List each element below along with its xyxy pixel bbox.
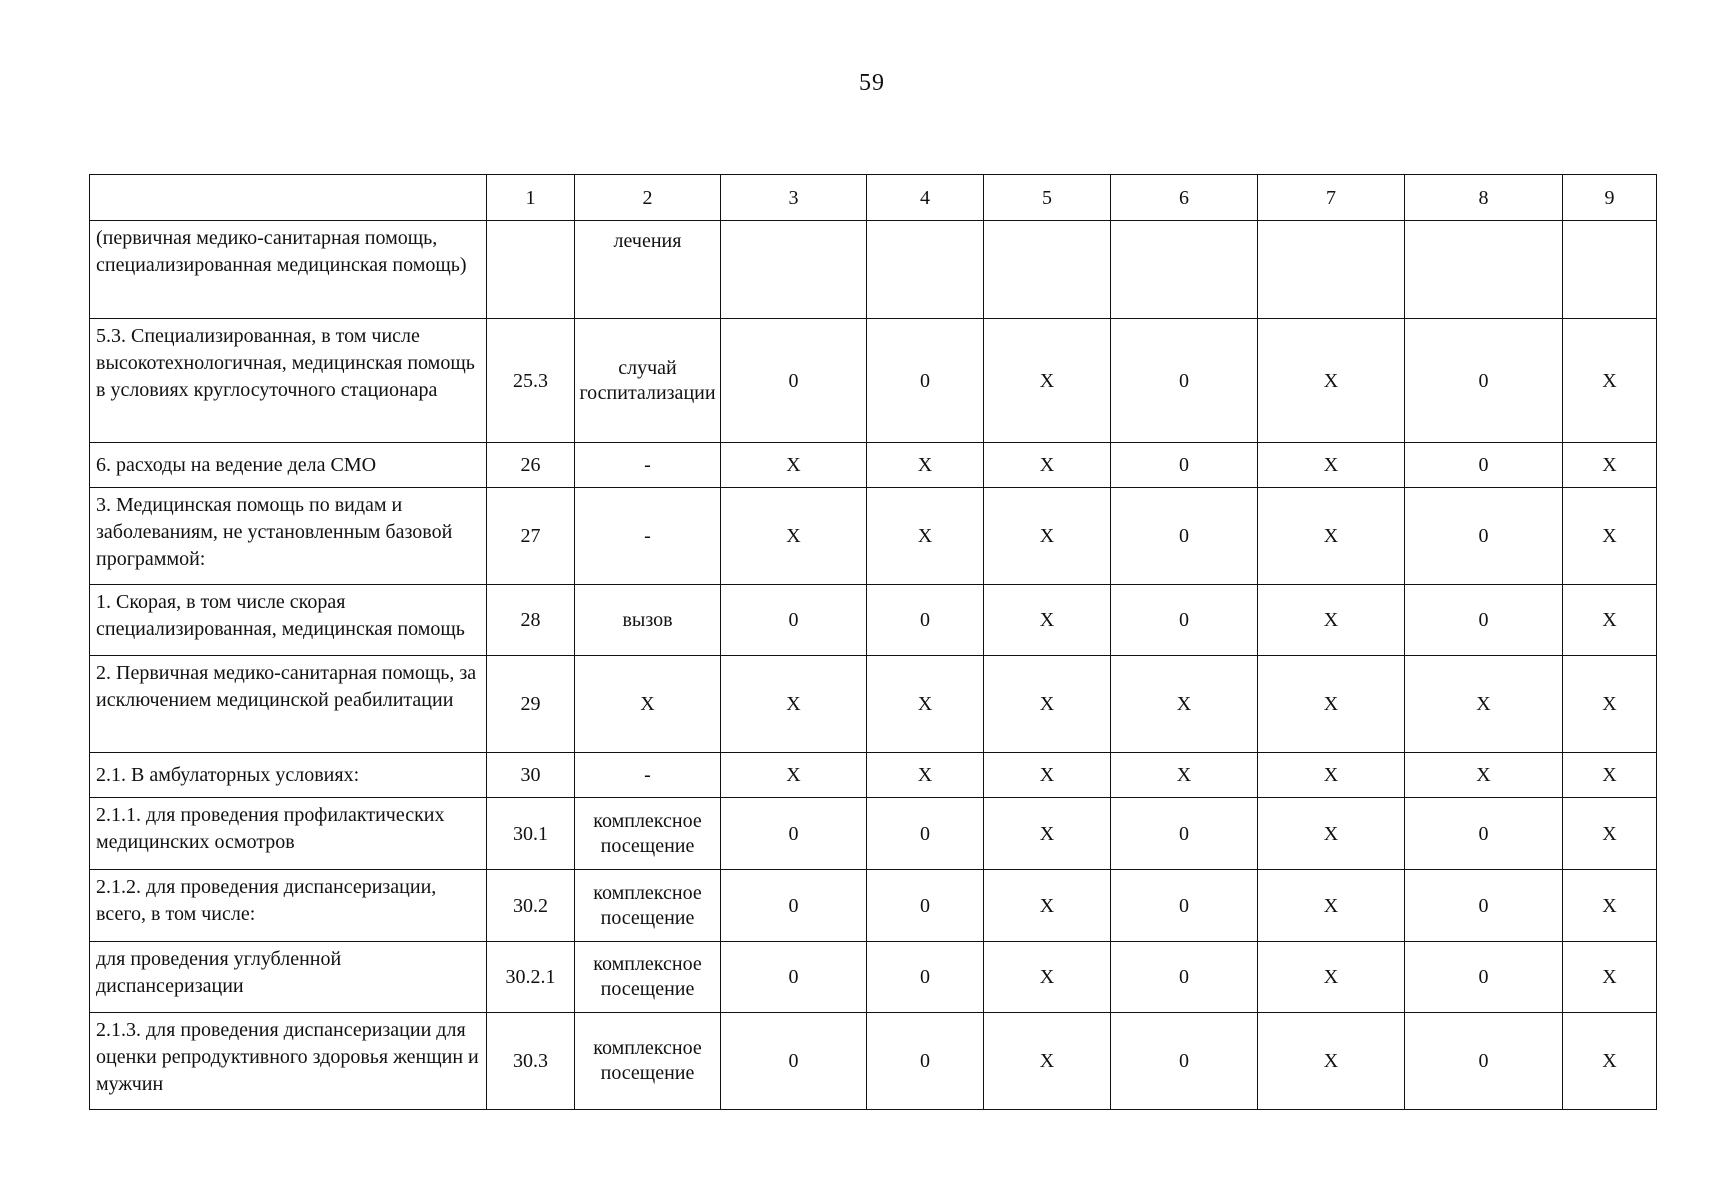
- row-value-cell: [1111, 221, 1258, 319]
- row-value-cell: 0: [867, 798, 984, 870]
- column-header-2: 2: [575, 175, 721, 221]
- table-row: [90, 942, 1657, 1013]
- row-value-cell: [984, 221, 1111, 319]
- row-value-cell: 0: [1405, 319, 1563, 443]
- row-value-cell: X: [1563, 798, 1657, 870]
- row-value-cell: X: [721, 488, 867, 585]
- row-value-cell: X: [1258, 942, 1405, 1013]
- row-code-cell: 30.2.1: [487, 942, 575, 1013]
- row-value-cell: 0: [1111, 319, 1258, 443]
- column-header-5: 5: [984, 175, 1111, 221]
- row-unit-cell: X: [575, 656, 721, 753]
- row-code-cell: 29: [487, 656, 575, 753]
- row-value-cell: 0: [867, 870, 984, 942]
- row-value-cell: 0: [721, 870, 867, 942]
- table-row: [90, 870, 1657, 942]
- row-code-cell: 26: [487, 443, 575, 488]
- row-value-cell: X: [1405, 753, 1563, 798]
- row-value-cell: 0: [1405, 585, 1563, 656]
- row-code-cell: 30.2: [487, 870, 575, 942]
- row-value-cell: 0: [1405, 488, 1563, 585]
- row-value-cell: 0: [1405, 1013, 1563, 1110]
- row-code-cell: 28: [487, 585, 575, 656]
- row-value-cell: X: [984, 870, 1111, 942]
- row-code-cell: 25.3: [487, 319, 575, 443]
- row-value-cell: X: [1563, 942, 1657, 1013]
- row-value-cell: X: [1258, 585, 1405, 656]
- row-name-cell: 2.1.2. для проведения диспансеризации, всего, в том числе:: [90, 870, 487, 942]
- row-unit-cell: -: [575, 753, 721, 798]
- row-unit-cell: -: [575, 443, 721, 488]
- row-value-cell: X: [1258, 1013, 1405, 1110]
- row-name-cell: для проведения углубленной диспансеризации: [90, 942, 487, 1013]
- row-unit-cell: комплексное посещение: [575, 870, 721, 942]
- row-value-cell: 0: [1405, 870, 1563, 942]
- row-value-cell: 0: [1111, 488, 1258, 585]
- row-value-cell: X: [721, 753, 867, 798]
- row-value-cell: X: [867, 656, 984, 753]
- row-value-cell: [1258, 221, 1405, 319]
- row-code-cell: 30: [487, 753, 575, 798]
- column-header-7: 7: [1258, 175, 1405, 221]
- column-header-6: 6: [1111, 175, 1258, 221]
- column-header-name: [90, 175, 487, 221]
- row-value-cell: X: [867, 753, 984, 798]
- row-value-cell: X: [1563, 319, 1657, 443]
- row-name-cell: 2.1.3. для проведения диспансеризации для оценки репродуктивного здоровья женщин и мужчин: [90, 1013, 487, 1110]
- row-unit-cell: комплексное посещение: [575, 1013, 721, 1110]
- column-header-4: 4: [867, 175, 984, 221]
- row-value-cell: X: [1258, 488, 1405, 585]
- row-unit-cell: случай госпитализации: [575, 319, 721, 443]
- row-value-cell: X: [984, 319, 1111, 443]
- row-name-cell: 6. расходы на ведение дела СМО: [90, 443, 487, 488]
- row-value-cell: X: [984, 443, 1111, 488]
- row-value-cell: X: [867, 488, 984, 585]
- data-table: [89, 174, 1657, 1110]
- row-value-cell: 0: [1111, 585, 1258, 656]
- row-value-cell: 0: [867, 942, 984, 1013]
- row-value-cell: 0: [867, 319, 984, 443]
- table-row: [90, 443, 1657, 488]
- table-row: [90, 319, 1657, 443]
- row-value-cell: X: [1111, 656, 1258, 753]
- row-value-cell: [867, 221, 984, 319]
- row-name-cell: 2.1. В амбулаторных условиях:: [90, 753, 487, 798]
- column-header-9: 9: [1563, 175, 1657, 221]
- row-value-cell: X: [1563, 1013, 1657, 1110]
- row-code-cell: 30.1: [487, 798, 575, 870]
- table-row: [90, 753, 1657, 798]
- row-value-cell: 0: [1111, 443, 1258, 488]
- page-number: 59: [859, 70, 885, 96]
- table-row: [90, 585, 1657, 656]
- row-value-cell: X: [721, 443, 867, 488]
- row-value-cell: [721, 221, 867, 319]
- row-value-cell: 0: [867, 585, 984, 656]
- row-unit-cell: комплексное посещение: [575, 942, 721, 1013]
- row-name-cell: 3. Медицинская помощь по видам и заболеваниям, не установленным базовой программой:: [90, 488, 487, 585]
- column-header-3: 3: [721, 175, 867, 221]
- row-code-cell: 30.3: [487, 1013, 575, 1110]
- row-name-cell: 2.1.1. для проведения профилактических медицинских осмотров: [90, 798, 487, 870]
- table-row: [90, 656, 1657, 753]
- column-header-8: 8: [1405, 175, 1563, 221]
- row-name-cell: 2. Первичная медико-санитарная помощь, за исключением медицинской реабилитации: [90, 656, 487, 753]
- row-value-cell: 0: [721, 942, 867, 1013]
- row-value-cell: X: [984, 753, 1111, 798]
- row-value-cell: X: [1563, 656, 1657, 753]
- row-value-cell: X: [984, 1013, 1111, 1110]
- row-value-cell: X: [1258, 798, 1405, 870]
- row-value-cell: 0: [1111, 1013, 1258, 1110]
- row-value-cell: 0: [721, 319, 867, 443]
- row-value-cell: X: [721, 656, 867, 753]
- row-code-cell: [487, 221, 575, 319]
- row-value-cell: 0: [1111, 870, 1258, 942]
- row-value-cell: X: [1258, 443, 1405, 488]
- row-value-cell: X: [1258, 656, 1405, 753]
- row-name-cell: (первичная медико-санитарная помощь, специализированная медицинская помощь): [90, 221, 487, 319]
- row-value-cell: X: [984, 488, 1111, 585]
- row-unit-cell: комплексное посещение: [575, 798, 721, 870]
- row-unit-cell: вызов: [575, 585, 721, 656]
- row-value-cell: 0: [1405, 443, 1563, 488]
- row-name-cell: 1. Скорая, в том числе скорая специализированная, медицинская помощь: [90, 585, 487, 656]
- row-value-cell: 0: [1405, 942, 1563, 1013]
- row-value-cell: 0: [721, 585, 867, 656]
- header-row: [90, 175, 1657, 221]
- table-row: [90, 221, 1657, 319]
- row-value-cell: X: [984, 656, 1111, 753]
- row-value-cell: X: [1258, 753, 1405, 798]
- table-row: [90, 1013, 1657, 1110]
- row-value-cell: X: [1111, 753, 1258, 798]
- row-value-cell: 0: [721, 1013, 867, 1110]
- row-value-cell: X: [984, 585, 1111, 656]
- row-unit-cell: -: [575, 488, 721, 585]
- row-name-cell: 5.3. Специализированная, в том числе высокотехнологичная, медицинская помощь в условиях круглосуточного стационара: [90, 319, 487, 443]
- row-value-cell: X: [1258, 319, 1405, 443]
- row-value-cell: 0: [1405, 798, 1563, 870]
- row-value-cell: X: [1563, 585, 1657, 656]
- row-unit-cell: лечения: [575, 221, 721, 319]
- row-value-cell: [1563, 221, 1657, 319]
- row-value-cell: X: [1563, 443, 1657, 488]
- row-value-cell: 0: [1111, 942, 1258, 1013]
- row-value-cell: X: [867, 443, 984, 488]
- row-code-cell: 27: [487, 488, 575, 585]
- column-header-1: 1: [487, 175, 575, 221]
- row-value-cell: X: [984, 942, 1111, 1013]
- row-value-cell: [1405, 221, 1563, 319]
- table-row: [90, 488, 1657, 585]
- table-row: [90, 798, 1657, 870]
- row-value-cell: X: [1405, 656, 1563, 753]
- row-value-cell: 0: [1111, 798, 1258, 870]
- row-value-cell: X: [1563, 870, 1657, 942]
- row-value-cell: 0: [867, 1013, 984, 1110]
- row-value-cell: X: [984, 798, 1111, 870]
- row-value-cell: X: [1563, 753, 1657, 798]
- row-value-cell: 0: [721, 798, 867, 870]
- row-value-cell: X: [1258, 870, 1405, 942]
- row-value-cell: X: [1563, 488, 1657, 585]
